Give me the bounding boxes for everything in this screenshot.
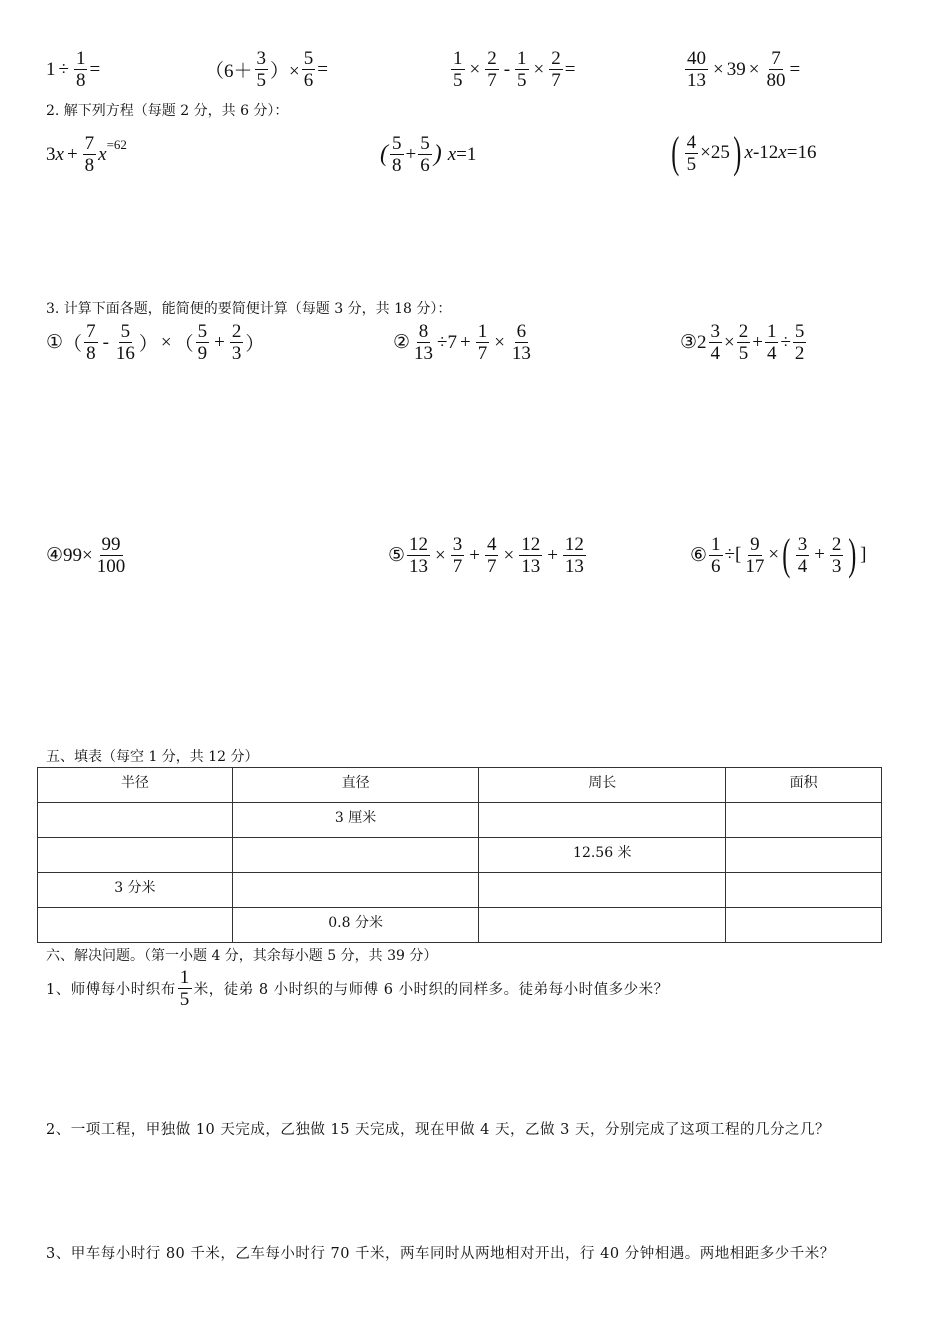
table-cell[interactable] (479, 908, 726, 943)
item-mark: ③ (680, 332, 698, 353)
item-mark: ② (393, 332, 411, 353)
calc-1-3 (449, 49, 575, 90)
number: 39 (726, 58, 746, 80)
problem-text: 米，徒弟 8 小时织的与师傅 6 小时织的同样多。徒弟每小时值多少米？ (193, 982, 669, 998)
table-cell[interactable]: 3 厘米 (232, 803, 479, 838)
operator: + (814, 544, 825, 565)
table-cell[interactable] (232, 838, 479, 873)
paren: ） (138, 334, 158, 355)
variable: x (55, 143, 64, 165)
problem-3: 3、甲车每小时行 80 千米，乙车每小时行 70 千米，两车同时从两地相对开出，行 40 分钟相遇。两地相距多少千米？ (46, 1246, 835, 1262)
fraction: $\frac{1}{5}$ (179, 967, 190, 1010)
calc-3-2 (393, 322, 535, 363)
header-radius: 半径 (38, 768, 233, 803)
equals: = (789, 58, 801, 80)
equals-value: =1 (456, 143, 477, 165)
equation-2 (380, 134, 476, 175)
header-diameter: 直径 (232, 768, 479, 803)
big-paren: ) (733, 128, 742, 177)
fraction: $\frac{2}{3}$ (831, 533, 842, 577)
operator: × (494, 331, 505, 353)
paren-expr: （6＋ (205, 61, 253, 82)
number: 1 (46, 58, 56, 80)
fraction: $\frac{5}{8}$ (392, 133, 402, 176)
table-cell[interactable] (726, 873, 882, 908)
fraction: $\frac{4}{7}$ (486, 534, 497, 577)
fraction: $\frac{5}{6}$ (303, 48, 314, 91)
operator: + (752, 331, 763, 353)
variable: x (98, 143, 107, 165)
operator: ）× (270, 61, 300, 82)
fraction: $\frac{12}{13}$ (564, 534, 584, 577)
circle-table (37, 767, 882, 943)
fraction: $\frac{3}{4}$ (797, 533, 808, 577)
number: 3 (46, 143, 56, 165)
equation-3 (668, 128, 817, 177)
big-paren: ( (671, 128, 680, 177)
table-row (38, 838, 882, 873)
operator: × (533, 58, 545, 80)
operator: × (768, 544, 780, 565)
paren: ） (245, 334, 265, 355)
operator: + (405, 143, 417, 165)
item-mark: ① (46, 332, 64, 353)
operator: ÷7 (437, 331, 457, 353)
fraction: $\frac{5}{6}$ (420, 133, 430, 176)
fraction: $\frac{1}{5}$ (453, 48, 463, 91)
fraction: $\frac{2}{7}$ (487, 48, 497, 91)
table-row (38, 873, 882, 908)
operator: × (713, 58, 724, 80)
fraction: $\frac{1}{8}$ (75, 48, 86, 91)
problem-2: 2、一项工程，甲独做 10 天完成，乙独做 15 天完成，现在甲做 4 天，乙做 3 天，分别完成了这项工程的几分之几？ (46, 1122, 830, 1138)
fraction: $\frac{7}{80}$ (766, 48, 786, 91)
table-header-row (38, 768, 882, 803)
table-cell[interactable]: 3 分米 (38, 873, 233, 908)
table-cell[interactable] (726, 838, 882, 873)
header-circumference: 周长 (479, 768, 726, 803)
operator: ×25 (700, 142, 730, 163)
equals-value: =16 (786, 142, 817, 163)
variable: x (744, 142, 753, 163)
calc-3-5 (388, 535, 588, 576)
variable: x (778, 142, 787, 163)
number: -12 (752, 142, 779, 163)
fraction: $\frac{2}{5}$ (738, 321, 749, 364)
paren: ) (433, 141, 442, 167)
table-row (38, 803, 882, 838)
fraction: $\frac{12}{13}$ (409, 534, 429, 577)
big-paren: ( (782, 530, 791, 579)
fraction: $\frac{5}{9}$ (197, 321, 208, 364)
fraction: $\frac{40}{13}$ (687, 48, 706, 91)
table-cell[interactable] (726, 908, 882, 943)
calc-3-4 (46, 535, 129, 576)
operator: ÷[ (724, 544, 742, 565)
operator: × (748, 58, 760, 80)
whole-number: 2 (697, 331, 707, 353)
variable: x (447, 143, 457, 165)
table-cell[interactable] (479, 803, 726, 838)
big-paren: ) (848, 530, 857, 579)
fraction: $\frac{5}{2}$ (794, 321, 805, 364)
calc-1-2 (205, 49, 328, 90)
table-cell[interactable]: 0.8 分米 (232, 908, 479, 943)
fraction: $\frac{99}{100}$ (96, 534, 126, 577)
operator: × (82, 544, 93, 566)
operator: + (214, 331, 225, 353)
operator: ÷ (58, 58, 69, 80)
fraction: $\frac{5}{16}$ (115, 321, 135, 364)
fraction: $\frac{7}{8}$ (84, 133, 95, 176)
table-cell[interactable] (38, 803, 233, 838)
fraction: $\frac{8}{13}$ (414, 321, 434, 364)
operator: × (160, 331, 172, 353)
item-mark: ⑥ (690, 544, 708, 566)
section-6-title: 六、解决问题。（第一小题 4 分，其余每小题 5 分，共 39 分） (46, 948, 438, 964)
table-cell[interactable] (726, 803, 882, 838)
fraction: $\frac{9}{17}$ (745, 533, 765, 577)
fraction: $\frac{1}{6}$ (711, 533, 721, 577)
operator: × (724, 331, 735, 353)
operator: × (435, 544, 446, 566)
operator: + (459, 331, 471, 353)
fraction: $\frac{2}{3}$ (231, 321, 242, 364)
table-cell[interactable] (38, 908, 233, 943)
equals: = (317, 58, 328, 80)
operator: - (102, 331, 109, 353)
operator: × (469, 58, 481, 80)
operator: + (66, 143, 78, 165)
item-mark: ④ (46, 545, 64, 566)
calc-3-3 (680, 322, 808, 363)
section-2-title: 2. 解下列方程（每题 2 分，共 6 分）： (46, 103, 289, 119)
paren: ( (380, 141, 388, 167)
operator: + (547, 544, 558, 566)
bracket: ] (860, 544, 867, 565)
fraction: $\frac{1}{4}$ (766, 321, 777, 364)
calc-3-1 (46, 322, 264, 363)
problem-text: 1、师傅每小时织布 (46, 982, 176, 998)
fraction: $\frac{1}{7}$ (477, 321, 488, 364)
fraction: $\frac{2}{7}$ (551, 48, 561, 91)
fraction: $\frac{1}{5}$ (517, 48, 527, 91)
fraction: $\frac{3}{7}$ (452, 534, 463, 577)
fraction: $\frac{4}{5}$ (686, 131, 697, 175)
operator: × (503, 544, 515, 566)
table-row (38, 908, 882, 943)
operator: ÷ (780, 331, 791, 353)
fraction: $\frac{3}{4}$ (710, 321, 721, 364)
fraction: $\frac{6}{13}$ (511, 321, 531, 364)
calc-3-6 (690, 530, 867, 579)
equals: = (564, 58, 576, 80)
superscript: =62 (106, 136, 127, 152)
equation-1 (46, 134, 127, 175)
item-mark: ⑤ (388, 545, 406, 566)
operator: - (503, 58, 511, 80)
calc-1-4 (683, 49, 800, 90)
calc-1-1 (46, 49, 100, 90)
table-cell[interactable]: 12.56 米 (479, 838, 726, 873)
fraction: $\frac{7}{8}$ (86, 321, 96, 364)
equals: = (89, 58, 101, 80)
paren: （ (63, 334, 83, 355)
table-cell[interactable] (38, 838, 233, 873)
header-area: 面积 (726, 768, 882, 803)
problem-1 (46, 968, 669, 1009)
section-3-title: 3. 计算下面各题，能简便的要简便计算（每题 3 分，共 18 分）： (46, 301, 452, 317)
fraction: $\frac{12}{13}$ (521, 534, 541, 577)
fraction: $\frac{3}{5}$ (256, 48, 267, 91)
operator: + (469, 544, 480, 566)
table-cell[interactable] (232, 873, 479, 908)
table-cell[interactable] (479, 873, 726, 908)
paren: （ (174, 334, 194, 355)
number: 99 (63, 544, 83, 566)
section-5-title: 五、填表（每空 1 分，共 12 分） (46, 749, 259, 765)
